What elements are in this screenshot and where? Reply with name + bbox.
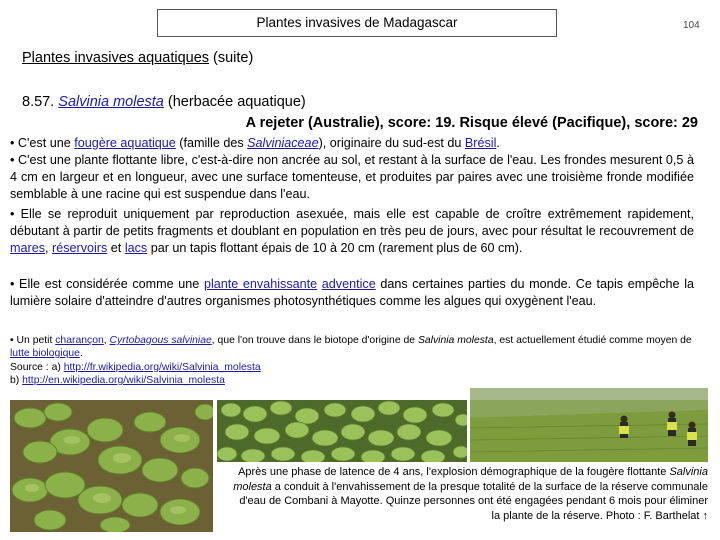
text: dans certaines parties du monde. Ce tapis empêche la lumière solaire d'atteindre d'autres organismes photosynthétiques comme les algues qui oxygènent l'eau. (10, 277, 694, 308)
text: • C'est une (10, 136, 75, 150)
link-plante-envahissante[interactable]: plante envahissante (203, 277, 318, 291)
link-lutte-biologique[interactable]: lutte biologique (10, 348, 80, 359)
arrow-up-icon: ↑ (702, 509, 708, 522)
photo-reservoir-cleanup (470, 388, 708, 462)
page-number: 104 (683, 20, 700, 31)
text: • Un petit (10, 335, 56, 346)
text: a conduit à l'envahissement de la presque totalité de la surface de la réserve communale d'eau de Combani à Mayotte. Quinze personnes ont été engagées pendant 6 mois pour éliminer la plante de la réserve. Photo : F. Barthelat (239, 480, 708, 522)
text: , que l'on trouve dans le biotope d'origine de (211, 335, 418, 346)
source-link-fr[interactable]: http://fr.wikipedia.org/wiki/Salvinia_molesta (63, 362, 261, 373)
header-box (157, 9, 557, 37)
link-fougere-aquatique[interactable]: fougère aquatique (74, 136, 176, 150)
text: • Elle se reproduit uniquement par reproduction asexuée, mais elle est capable de croître extrêmement rapidement, débutant à partir de petits fragments et doublant en population en très peu de jours, avec pour résultat le recouvrement de (10, 207, 694, 238)
photo-salvinia-mat (217, 400, 467, 462)
text: et (107, 241, 125, 255)
text: Source : a) (10, 362, 64, 373)
section-title-suffix: (suite) (209, 50, 254, 66)
link-bresil[interactable]: Brésil (464, 136, 497, 150)
section-title-main: Plantes invasives aquatiques (22, 50, 210, 66)
source-b (10, 374, 705, 387)
text: , est actuellement étudié comme moyen de (493, 335, 692, 346)
text: , (45, 241, 52, 255)
species-number: 8.57. (22, 94, 59, 110)
text: • Elle est considérée comme une (10, 277, 204, 291)
species-heading (22, 94, 306, 110)
link-salviniaceae[interactable]: Salviniaceae (247, 136, 319, 150)
text: . (496, 136, 500, 150)
text: . (79, 348, 83, 359)
link-adventice[interactable]: adventice (321, 277, 376, 291)
species-name-link[interactable]: Salvinia molesta (58, 94, 164, 110)
section-title (22, 50, 253, 66)
text: Salvinia molesta (233, 466, 708, 493)
bullet-description: • C'est une plante flottante libre, c'est-à-dire non ancrée au sol, et restant à la surface de l'eau. Les frondes mesurent 0,5 à 4 cm en largeur et en longueur, avec une surface tomenteuse, et produites par paires avec une troisième fronde modifiée semblable à une racine qui est suspendue dans l'eau. (10, 153, 694, 201)
text: par un tapis flottant épais de 10 à 20 cm (rarement plus de 60 cm). (147, 241, 523, 255)
bullet-reproduction (10, 206, 694, 257)
species-desc: (herbacée aquatique) (163, 94, 306, 110)
risk-verdict: A rejeter (Australie), score: 19. Risque élevé (Pacifique), score: 29 (245, 115, 698, 131)
photo-salvinia-mat-image (217, 400, 467, 462)
source-a (10, 361, 705, 374)
link-lacs[interactable]: lacs (124, 241, 148, 255)
photo-salvinia-closeup-image (10, 400, 213, 532)
photo-caption (228, 465, 708, 523)
bullet-origin (10, 135, 694, 152)
link-charancon[interactable]: charançon (55, 335, 104, 346)
text: Après une phase de latence de 4 ans, l'explosion démographique de la fougère flottante (238, 466, 670, 478)
photo-reservoir-cleanup-image (470, 388, 708, 462)
text: b) (10, 375, 23, 386)
header-title: Plantes invasives de Madagascar (256, 15, 458, 30)
source-link-en[interactable]: http://en.wikipedia.org/wiki/Salvinia_molesta (22, 375, 225, 386)
biocontrol-note (10, 334, 705, 360)
text: Salvinia molesta (417, 335, 494, 346)
link-reservoirs[interactable]: réservoirs (52, 241, 108, 255)
bullet-invasive (10, 276, 694, 310)
text: ), originaire du sud-est du (318, 136, 465, 150)
link-cyrtobagous[interactable]: Cyrtobagous salviniae (109, 335, 212, 346)
text: (famille des (175, 136, 248, 150)
text: , (103, 335, 110, 346)
link-mares[interactable]: mares (10, 241, 45, 255)
photo-salvinia-closeup (10, 400, 213, 532)
